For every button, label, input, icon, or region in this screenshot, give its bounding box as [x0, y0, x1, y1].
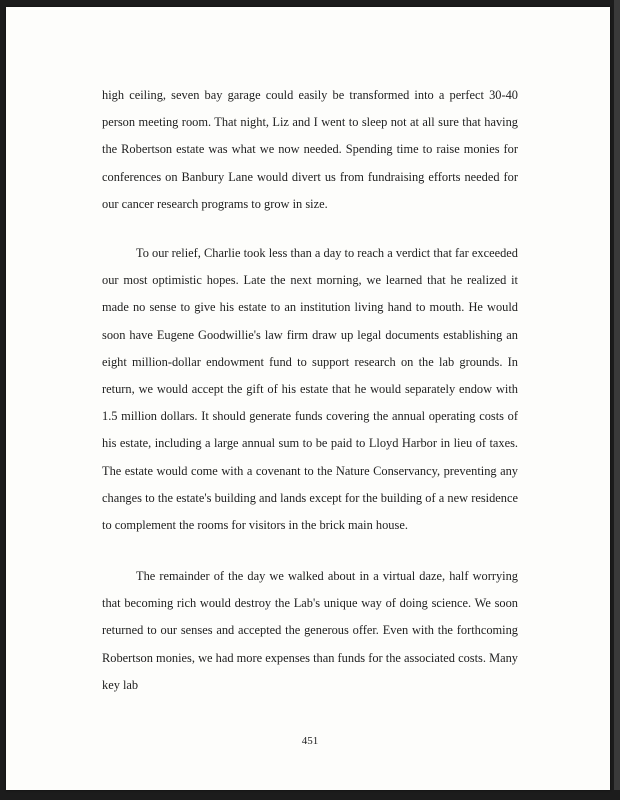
page-edge [614, 0, 620, 790]
page-number: 451 [301, 735, 319, 747]
paragraph-2-block [102, 240, 518, 539]
paragraph-1: high ceiling, seven bay garage could easily be transformed into a perfect 30-40 person meeting room. That night, Liz and I went to sleep not at all sure that having the Robertson estate was what we now needed. Spending time to raise monies for conferences on Banbury Lane would divert us from fundraising efforts needed for our cancer research programs to grow in size. [102, 88, 518, 211]
paragraph-3: The remainder of the day we walked about in a virtual daze, half worrying that becoming rich would destroy the Lab's unique way of doing science. We soon returned to our senses and accepted the generous offer. Even with the forthcoming Robertson monies, we had more expenses than funds for the associated costs. Many key lab [102, 569, 518, 692]
paragraph-1-block [102, 82, 518, 218]
paragraph-2: To our relief, Charlie took less than a day to reach a verdict that far exceeded our most optimistic hopes. Late the next morning, we learned that he realized it made no sense to give his estate to an institution living hand to mouth. He would soon have Eugene Goodwillie's law firm draw up legal documents establishing an eight million-dollar endowment fund to support research on the lab grounds. In return, we would accept the gift of his estate that he would separately endow with 1.5 million dollars. It should generate funds covering the annual operating costs of his estate, including a large annual sum to be paid to Lloyd Harbor in lieu of taxes. The estate would come with a covenant to the Nature Conservancy, preventing any changes to the estate's building and lands except for the building of a new residence to complement the rooms for visitors in the brick main house. [102, 246, 518, 533]
paragraph-3-block [102, 563, 518, 699]
